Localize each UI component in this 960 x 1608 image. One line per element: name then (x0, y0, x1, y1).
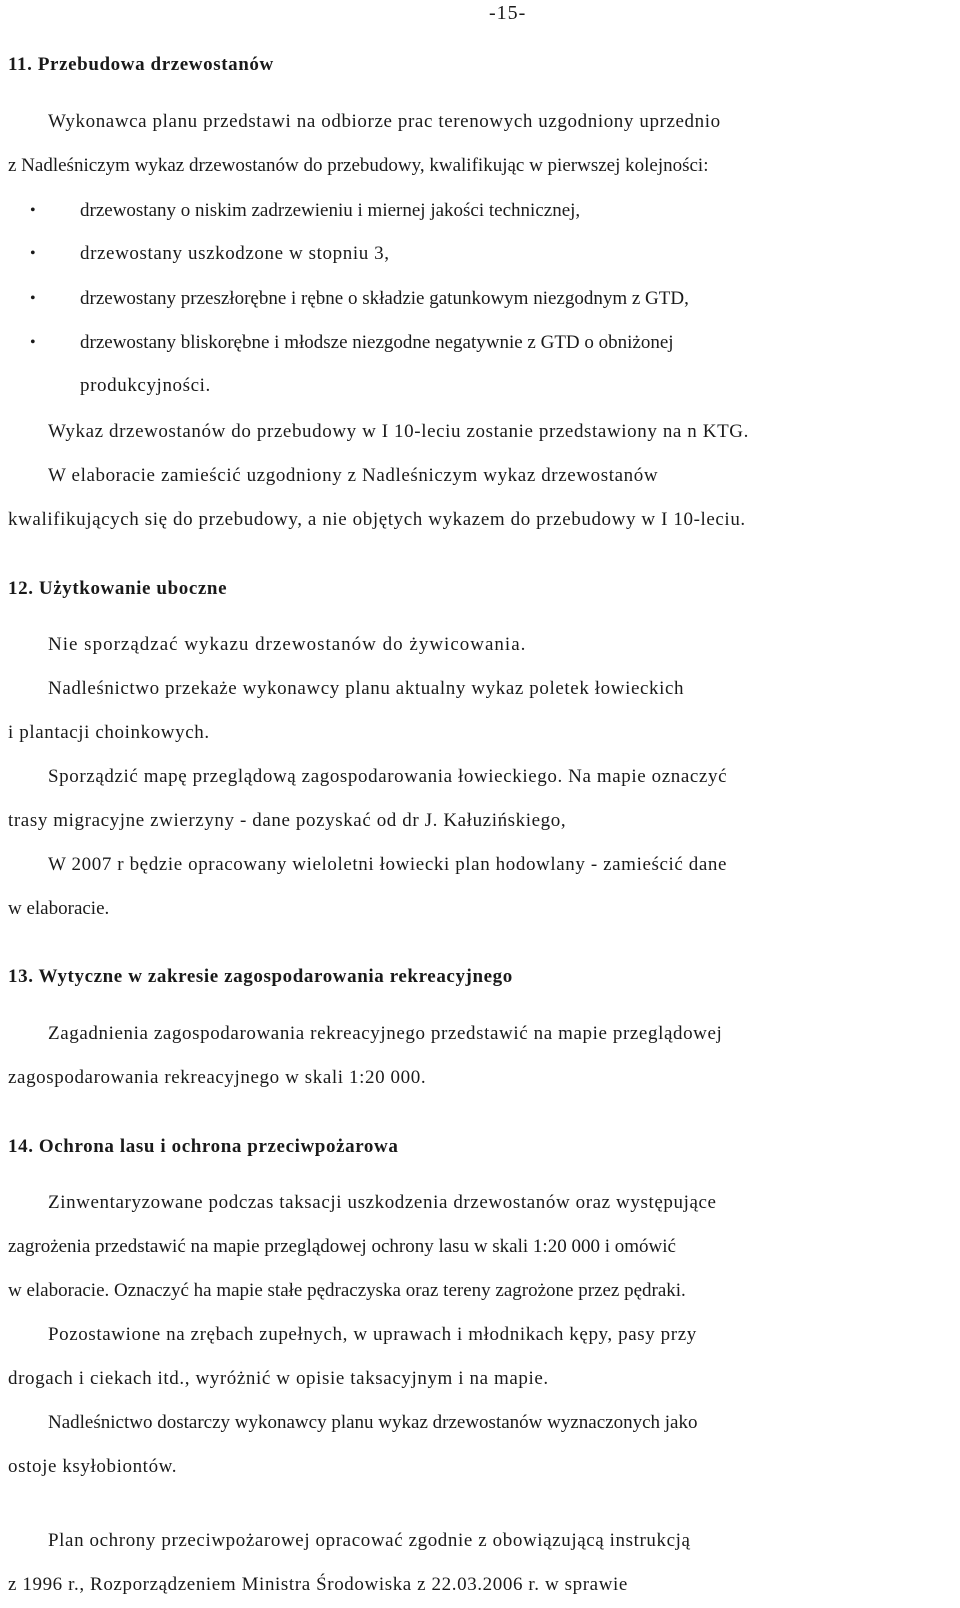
section-12-paragraph-4-line-2: w elaboracie. (8, 898, 110, 919)
section-12-paragraph-2-line-2: i plantacji choinkowych. (8, 722, 210, 743)
bullet-item-2: drzewostany uszkodzone w stopniu 3, (80, 243, 390, 264)
section-11-paragraph-3-line-1: W elaboracie zamieścić uzgodniony z Nadleśniczym wykaz drzewostanów (48, 465, 659, 486)
section-11-heading: 11. Przebudowa drzewostanów (8, 54, 274, 75)
section-12-paragraph-1: Nie sporządzać wykazu drzewostanów do żywicowania. (48, 634, 527, 655)
section-14-paragraph-2-line-1: Pozostawione na zrębach zupełnych, w uprawach i młodnikach kępy, pasy przy (48, 1324, 697, 1345)
section-12-heading: 12. Użytkowanie uboczne (8, 578, 228, 599)
section-13-paragraph-1-line-2: zagospodarowania rekreacyjnego w skali 1:20 000. (8, 1067, 427, 1088)
bullet-item-1: drzewostany o niskim zadrzewieniu i miernej jakości technicznej, (80, 200, 581, 221)
section-13-paragraph-1-line-1: Zagadnienia zagospodarowania rekreacyjnego przedstawić na mapie przeglądowej (48, 1023, 723, 1044)
section-12-paragraph-2-line-1: Nadleśnictwo przekaże wykonawcy planu aktualny wykaz poletek łowieckich (48, 678, 685, 699)
bullet-icon: • (30, 245, 36, 262)
section-14-heading: 14. Ochrona lasu i ochrona przeciwpożarowa (8, 1136, 399, 1157)
section-12-paragraph-4-line-1: W 2007 r będzie opracowany wieloletni łowiecki plan hodowlany - zamieścić dane (48, 854, 728, 875)
section-11-paragraph-3-line-2: kwalifikujących się do przebudowy, a nie objętych wykazem do przebudowy w I 10-leciu. (8, 509, 746, 530)
bullet-item-4-continuation: produkcyjności. (80, 375, 211, 396)
section-11-paragraph-2: Wykaz drzewostanów do przebudowy w I 10-leciu zostanie przedstawiony na n KTG. (48, 421, 749, 442)
section-14-paragraph-1-line-1: Zinwentaryzowane podczas taksacji uszkodzenia drzewostanów oraz występujące (48, 1192, 717, 1213)
section-11-intro-line-1: Wykonawca planu przedstawi na odbiorze prac terenowych uzgodniony uprzednio (48, 111, 721, 132)
section-12-paragraph-3-line-2: trasy migracyjne zwierzyny - dane pozyskać od dr J. Kałuzińskiego, (8, 810, 567, 831)
section-14-paragraph-3-line-1: Nadleśnictwo dostarczy wykonawcy planu wykaz drzewostanów wyznaczonych jako (48, 1412, 698, 1433)
bullet-icon: • (30, 334, 36, 351)
section-14-paragraph-4-line-2: z 1996 r., Rozporządzeniem Ministra Środowiska z 22.03.2006 r. w sprawie (8, 1574, 628, 1595)
section-14-paragraph-1-line-3: w elaboracie. Oznaczyć ha mapie stałe pędraczyska oraz tereny zagrożone przez pędraki. (8, 1280, 686, 1301)
bullet-item-4: drzewostany bliskorębne i młodsze niezgodne negatywnie z GTD o obniżonej (80, 332, 674, 353)
section-14-paragraph-2-line-2: drogach i ciekach itd., wyróżnić w opisie taksacyjnym i na mapie. (8, 1368, 549, 1389)
section-12-paragraph-3-line-1: Sporządzić mapę przeglądową zagospodarowania łowieckiego. Na mapie oznaczyć (48, 766, 728, 787)
section-14-paragraph-4-line-1: Plan ochrony przeciwpożarowej opracować zgodnie z obowiązującą instrukcją (48, 1530, 691, 1551)
section-14-paragraph-1-line-2: zagrożenia przedstawić na mapie przeglądowej ochrony lasu w skali 1:20 000 i omówić (8, 1236, 676, 1257)
section-11-intro-line-2: z Nadleśniczym wykaz drzewostanów do przebudowy, kwalifikując w pierwszej kolejności: (8, 155, 709, 176)
section-14-paragraph-3-line-2: ostoje ksyłobiontów. (8, 1456, 178, 1477)
bullet-icon: • (30, 290, 36, 307)
bullet-item-3: drzewostany przeszłorębne i rębne o składzie gatunkowym niezgodnym z GTD, (80, 288, 689, 309)
page-number: -15- (489, 2, 527, 24)
bullet-icon: • (30, 202, 36, 219)
section-13-heading: 13. Wytyczne w zakresie zagospodarowania rekreacyjnego (8, 966, 513, 987)
